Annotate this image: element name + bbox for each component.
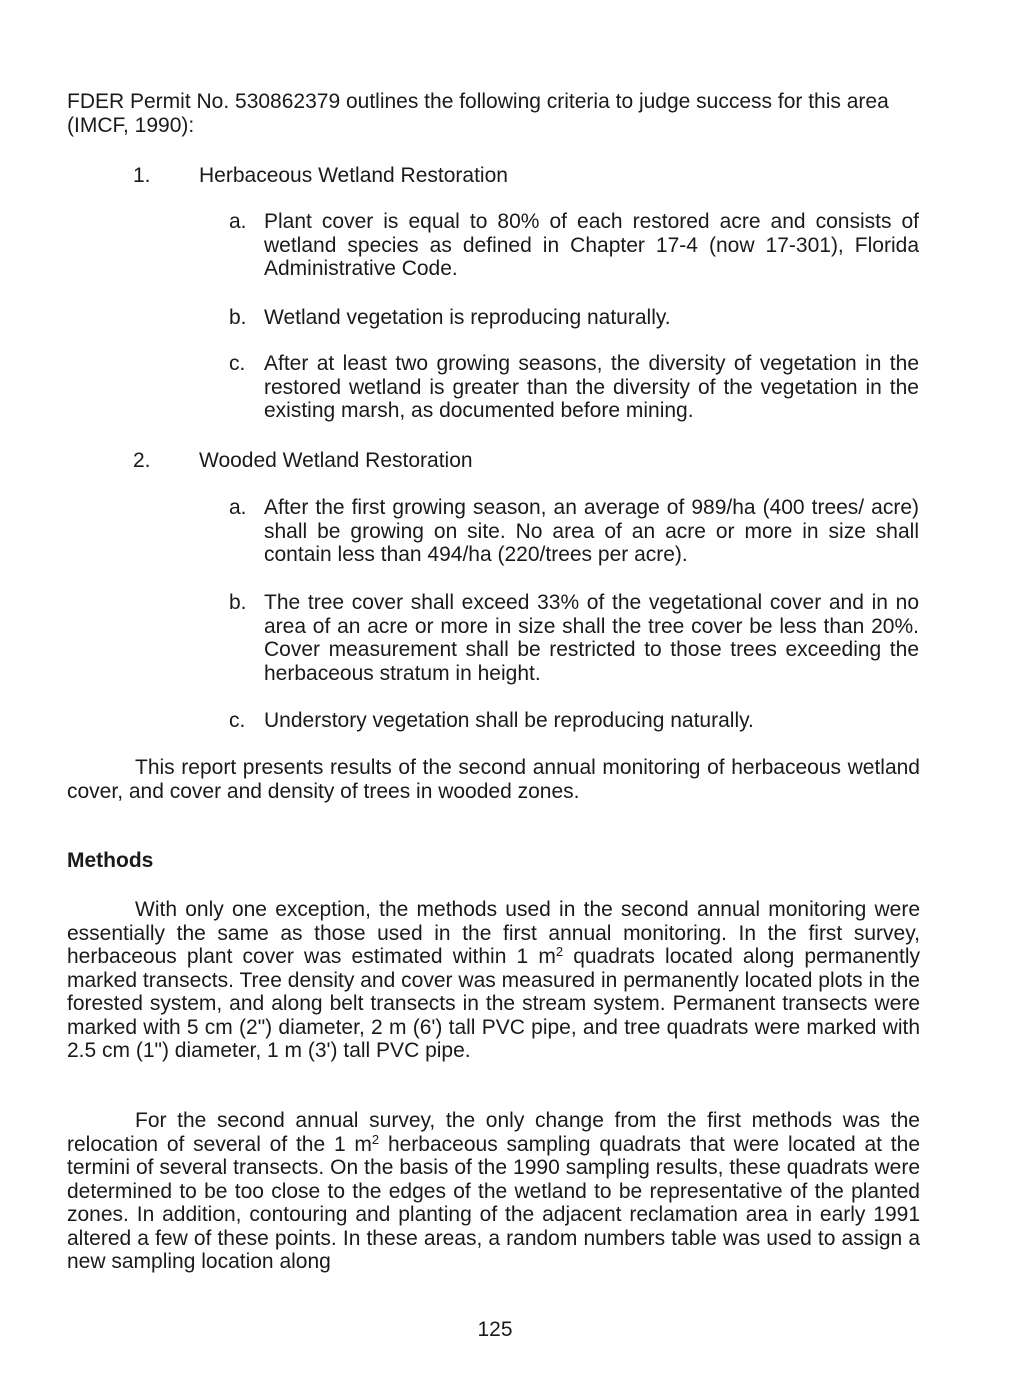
section-1-item-c-text: After at least two growing seasons, the diversity of vegetation in the restored wetland is greater than the diversity of the vegetation in the existing marsh, as documented before mining. <box>264 352 919 422</box>
section-2-number: 2. <box>133 449 151 472</box>
methods-paragraph-1-text-b: quadrats located along permanently marked transects. Tree density and cover was measured in permanently located plots in the forested system, and along belt transects in the stream system. Permanent transects were marked with 5 cm (2") diameter, 2 m (6') tall PVC pipe, and tree quadrats were marked with 2.5 cm (1") diameter, 1 m (3') tall PVC pipe. <box>67 945 920 1062</box>
superscript-2: 2 <box>371 1131 380 1147</box>
section-2-item-c-text: Understory vegetation shall be reproducing naturally. <box>264 709 754 732</box>
methods-paragraph-1 <box>67 898 920 1063</box>
methods-paragraph-2-text-b: herbaceous sampling quadrats that were located at the termini of several transects. On the basis of the 1990 sampling results, these quadrats were determined to be too close to the edges of the wetland to be representative of the planted zones. In addition, contouring and planting of the adjacent reclamation area in early 1991 altered a few of these points. In these areas, a random numbers table was used to assign a new sampling location along <box>67 1132 920 1273</box>
section-1-item-b-text: Wetland vegetation is reproducing naturally. <box>264 306 671 329</box>
section-1-item-a-text: Plant cover is equal to 80% of each restored acre and consists of wetland species as defined in Chapter 17-4 (now 17-301), Florida Administrative Code. <box>264 210 919 280</box>
section-2-item-a-text: After the first growing season, an average of 989/ha (400 trees/ acre) shall be growing on site. No area of an acre or more in size shall contain less than 494/ha (220/trees per acre). <box>264 496 919 566</box>
section-1-item-c-letter: c. <box>229 352 246 375</box>
section-2-item-a-letter: a. <box>229 496 247 519</box>
methods-paragraph-2 <box>67 1109 920 1274</box>
methods-heading: Methods <box>67 849 154 872</box>
methods-paragraph-1-text-a: With only one exception, the methods used in the second annual monitoring were essentially the same as those used in the first annual monitoring. In the first survey, herbaceous plant cover was estimated within 1 m <box>67 898 920 968</box>
section-2-item-b-letter: b. <box>229 591 247 614</box>
page-number: 125 <box>477 1318 513 1341</box>
section-1-title: Herbaceous Wetland Restoration <box>199 164 508 187</box>
section-1-item-a-letter: a. <box>229 210 247 233</box>
summary-paragraph: This report presents results of the second annual monitoring of herbaceous wetland cover, and cover and density of trees in wooded zones. <box>67 756 920 803</box>
section-1-item-b-letter: b. <box>229 306 247 329</box>
section-2-title: Wooded Wetland Restoration <box>199 449 473 472</box>
section-1-number: 1. <box>133 164 151 187</box>
methods-paragraph-2-text-a: For the second annual survey, the only change from the first methods was the relocation of several of the 1 m <box>67 1109 920 1156</box>
section-2-item-b-text: The tree cover shall exceed 33% of the vegetational cover and in no area of an acre or more in size shall the tree cover be less than 20%. Cover measurement shall be restricted to those trees exceeding the herbaceous stratum in height. <box>264 591 919 685</box>
superscript-2: 2 <box>555 944 564 959</box>
section-2-item-c-letter: c. <box>229 709 246 732</box>
intro-paragraph: FDER Permit No. 530862379 outlines the following criteria to judge success for this area (IMCF, 1990): <box>67 90 889 137</box>
